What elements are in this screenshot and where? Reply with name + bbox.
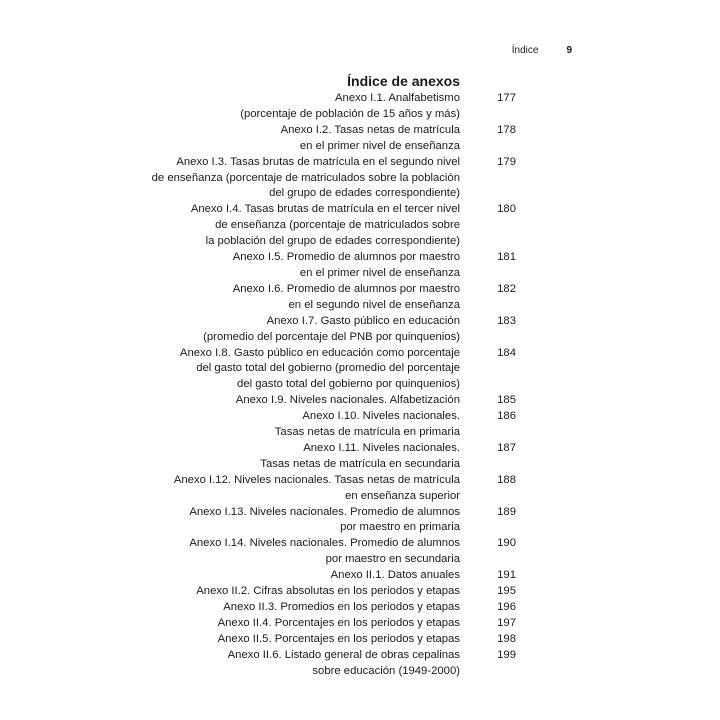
toc-list (140, 91, 520, 680)
page-number: 9 (566, 45, 572, 56)
toc-entry (140, 409, 520, 441)
toc-entry-text (140, 568, 460, 584)
toc-entry (140, 536, 520, 568)
toc-entry-text (140, 600, 460, 616)
toc-entry-page: 188 (497, 473, 516, 486)
toc-entry (140, 123, 520, 155)
toc-entry-line: de enseñanza (porcentaje de matriculados sobre (215, 219, 460, 232)
toc-entry-line: (promedio del porcentaje del PNB por quinquenios) (203, 330, 460, 343)
toc-entry-line: Anexo I.4. Tasas brutas de matrícula en el tercer nivel (190, 203, 460, 216)
toc-entry-line: Anexo I.1. Analfabetismo (335, 92, 460, 104)
toc-entry-line: Tasas netas de matrícula en primaria (274, 426, 460, 439)
toc-entry (140, 568, 520, 584)
toc-entry-line: en el segundo nivel de enseñanza (288, 298, 460, 311)
toc-entry-text (140, 473, 460, 505)
toc-entry-page: 181 (497, 251, 516, 264)
toc-entry-text (140, 250, 460, 282)
toc-entry-text (140, 314, 460, 346)
toc-entry-text (140, 536, 460, 568)
toc-entry-line: por maestro en secundaria (325, 553, 460, 566)
toc-title: Índice de anexos (347, 73, 460, 89)
toc-entry-line: (porcentaje de población de 15 años y más) (240, 107, 460, 120)
toc-entry-line: Anexo II.6. Listado general de obras cepalinas (227, 648, 460, 661)
toc-entry-line: Anexo I.9. Niveles nacionales. Alfabetización (235, 394, 460, 407)
toc-entry-line: Anexo I.11. Niveles nacionales. (303, 441, 460, 454)
toc-entry (140, 91, 520, 123)
toc-entry-line: Anexo II.4. Porcentajes en los periodos y etapas (217, 616, 460, 629)
toc-entry-line: Anexo I.8. Gasto público en educación como porcentaje (179, 346, 460, 359)
toc-entry-line: Anexo I.3. Tasas brutas de matrícula en el segundo nivel (176, 155, 460, 168)
toc-entry-line: del gasto total del gobierno por quinquenios) (237, 378, 460, 391)
toc-entry-text (140, 441, 460, 473)
toc-entry-page: 198 (497, 632, 516, 645)
toc-entry-page: 179 (497, 155, 516, 168)
toc-entry (140, 314, 520, 346)
toc-entry-page: 199 (497, 648, 516, 661)
toc-entry-line: de enseñanza (porcentaje de matriculados sobre la población (151, 171, 460, 184)
toc-entry-line: Anexo I.10. Niveles nacionales. (302, 410, 460, 423)
toc-entry-line: sobre educación (1949-2000) (312, 664, 460, 677)
toc-entry-page: 177 (497, 92, 516, 104)
toc-entry (140, 648, 520, 680)
toc-entry (140, 616, 520, 632)
toc-entry-line: del gasto total del gobierno (promedio del porcentaje (196, 362, 460, 375)
toc-entry-page: 195 (497, 585, 516, 598)
running-head-section: Índice (511, 45, 539, 56)
toc-entry-text (140, 282, 460, 314)
toc-entry-line: Anexo II.1. Datos anuales (330, 569, 460, 582)
toc-entry (140, 632, 520, 648)
toc-entry-line: Anexo II.2. Cifras absolutas en los periodos y etapas (196, 585, 460, 598)
toc-entry-text (140, 346, 460, 394)
toc-entry-text (140, 632, 460, 648)
toc-entry-line: Anexo I.14. Niveles nacionales. Promedio de alumnos (189, 537, 460, 550)
toc-entry-line: en el primer nivel de enseñanza (299, 139, 460, 152)
toc-entry-page: 182 (497, 282, 516, 295)
toc-entry-text (140, 123, 460, 155)
toc-entry (140, 473, 520, 505)
toc-entry-page: 187 (497, 441, 516, 454)
toc-entry-page: 196 (497, 601, 516, 613)
toc-entry-line: Anexo II.5. Porcentajes en los periodos y etapas (217, 632, 460, 645)
toc-entry-page: 180 (497, 203, 516, 216)
toc-entry-page: 186 (497, 410, 516, 423)
toc-entry-page: 184 (497, 346, 516, 359)
toc-entry (140, 282, 520, 314)
toc-entry-text (140, 409, 460, 441)
toc-entry-line: Anexo I.13. Niveles nacionales. Promedio de alumnos (189, 505, 460, 518)
toc-entry-text (140, 393, 460, 409)
toc-entry-text (140, 616, 460, 632)
toc-entry-line: Anexo II.3. Promedios en los periodos y etapas (223, 601, 460, 613)
toc-entry-line: Anexo I.2. Tasas netas de matrícula (280, 123, 460, 136)
toc-entry-line: Anexo I.7. Gasto público en educación (266, 314, 460, 327)
toc-entry (140, 505, 520, 537)
toc-entry (140, 155, 520, 203)
toc-entry (140, 600, 520, 616)
toc-entry (140, 250, 520, 282)
toc-entry-line: en el primer nivel de enseñanza (299, 266, 460, 279)
toc-entry (140, 393, 520, 409)
toc-entry-line: en enseñanza superior (345, 489, 460, 502)
toc-entry-line: Tasas netas de matrícula en secundaria (260, 457, 460, 470)
toc-entry-text (140, 584, 460, 600)
toc-entry-page: 190 (497, 537, 516, 550)
toc-entry-text (140, 155, 460, 203)
toc-entry-line: Anexo I.5. Promedio de alumnos por maestro (232, 251, 460, 264)
toc-entry-line: del grupo de edades correspondiente) (269, 187, 460, 200)
toc-entry (140, 441, 520, 473)
toc-entry (140, 346, 520, 394)
toc-entry-page: 178 (497, 123, 516, 136)
toc-entry-line: Anexo I.6. Promedio de alumnos por maestro (232, 282, 460, 295)
toc-entry-text (140, 91, 460, 123)
toc-entry-line: la población del grupo de edades correspondiente) (205, 235, 460, 248)
toc-entry (140, 202, 520, 250)
toc-entry-text (140, 648, 460, 680)
toc-entry-text (140, 202, 460, 250)
toc-entry-line: por maestro en primaria (340, 521, 460, 534)
toc-entry-page: 197 (497, 616, 516, 629)
toc-entry-page: 189 (497, 505, 516, 518)
toc-entry-page: 185 (497, 394, 516, 407)
toc-entry-line: Anexo I.12. Niveles nacionales. Tasas netas de matrícula (173, 473, 460, 486)
toc-entry-page: 191 (497, 569, 516, 582)
running-head (512, 45, 572, 56)
toc-entry-text (140, 505, 460, 537)
toc-entry-page: 183 (497, 314, 516, 327)
toc-entry (140, 584, 520, 600)
